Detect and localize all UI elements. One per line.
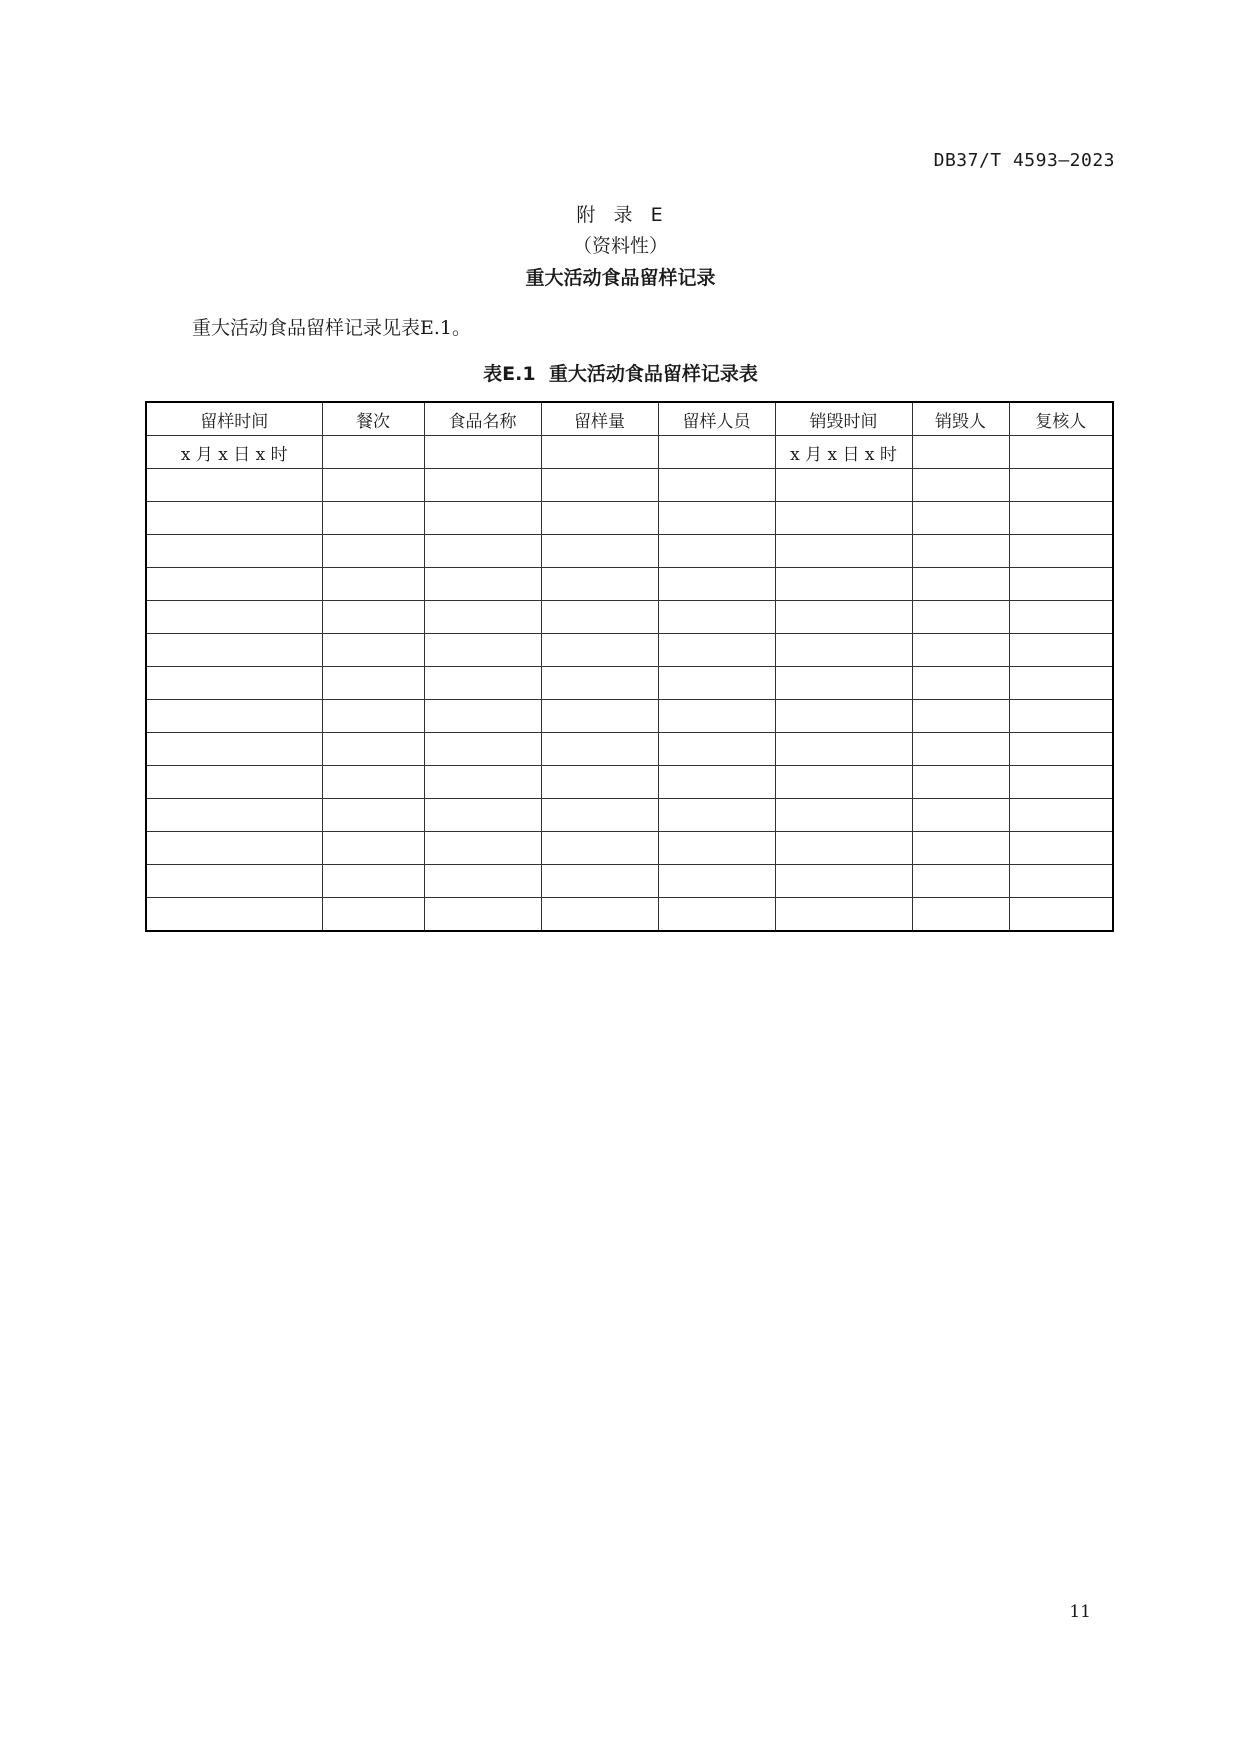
table-cell <box>775 469 912 502</box>
table-cell <box>658 469 775 502</box>
column-header: 食品名称 <box>424 402 541 436</box>
table-cell <box>322 535 424 568</box>
table-row <box>146 667 1113 700</box>
table-cell <box>146 502 322 535</box>
table-cell <box>146 667 322 700</box>
table-row <box>146 865 1113 898</box>
table-cell <box>146 733 322 766</box>
column-header: 复核人 <box>1009 402 1113 436</box>
table-cell <box>322 799 424 832</box>
table-cell: x 月 x 日 x 时 <box>775 436 912 469</box>
table-cell <box>322 601 424 634</box>
table-cell <box>1009 436 1113 469</box>
standard-code: DB37/T 4593—2023 <box>933 150 1115 171</box>
table-body <box>146 436 1113 932</box>
table-cell <box>541 469 658 502</box>
table-cell <box>775 733 912 766</box>
table-cell <box>424 502 541 535</box>
table-cell <box>424 667 541 700</box>
table-cell <box>322 898 424 932</box>
table-cell <box>424 766 541 799</box>
annex-type: （资料性） <box>572 235 668 257</box>
table-cell <box>146 766 322 799</box>
table-cell <box>146 634 322 667</box>
table-cell <box>541 568 658 601</box>
column-header: 留样人员 <box>658 402 775 436</box>
table-cell <box>912 865 1009 898</box>
table-cell <box>424 436 541 469</box>
table-cell <box>541 832 658 865</box>
table-cell <box>1009 832 1113 865</box>
table-cell <box>541 634 658 667</box>
table-cell <box>424 469 541 502</box>
table-cell <box>146 898 322 932</box>
table-cell <box>658 502 775 535</box>
column-header: 留样量 <box>541 402 658 436</box>
table-cell <box>1009 733 1113 766</box>
table-cell <box>541 865 658 898</box>
table-cell <box>658 766 775 799</box>
table-cell <box>912 502 1009 535</box>
table-cell <box>912 469 1009 502</box>
table-cell <box>658 700 775 733</box>
table-cell <box>541 667 658 700</box>
table-cell <box>1009 865 1113 898</box>
table-cell <box>424 898 541 932</box>
table-cell <box>541 601 658 634</box>
table-cell <box>322 733 424 766</box>
table-cell <box>658 568 775 601</box>
table-cell <box>424 535 541 568</box>
table-cell: x 月 x 日 x 时 <box>146 436 322 469</box>
table-row <box>146 799 1113 832</box>
table-cell <box>541 766 658 799</box>
table-cell <box>322 667 424 700</box>
table-cell <box>658 865 775 898</box>
annex-name: 重大活动食品留样记录 <box>525 267 716 289</box>
table-cell <box>541 535 658 568</box>
table-cell <box>322 832 424 865</box>
page-number: 11 <box>1069 1602 1091 1622</box>
table-row <box>146 634 1113 667</box>
table-cell <box>775 535 912 568</box>
table-row <box>146 535 1113 568</box>
table-cell <box>658 799 775 832</box>
table-cell <box>322 865 424 898</box>
table-cell <box>912 766 1009 799</box>
table-cell <box>146 700 322 733</box>
table-cell <box>424 865 541 898</box>
table-cell <box>322 700 424 733</box>
table-row <box>146 502 1113 535</box>
table-row <box>146 832 1113 865</box>
table-row <box>146 700 1113 733</box>
table-cell <box>424 799 541 832</box>
table-cell <box>912 898 1009 932</box>
table-cell <box>775 865 912 898</box>
table-cell <box>146 469 322 502</box>
table-cell <box>1009 766 1113 799</box>
table-row <box>146 436 1113 469</box>
column-header: 销毁时间 <box>775 402 912 436</box>
table-cell <box>1009 469 1113 502</box>
table-cell <box>146 865 322 898</box>
table-cell <box>146 601 322 634</box>
table-cell <box>541 502 658 535</box>
table-cell <box>775 568 912 601</box>
table-cell <box>658 733 775 766</box>
column-header: 留样时间 <box>146 402 322 436</box>
table-cell <box>1009 799 1113 832</box>
table-cell <box>775 700 912 733</box>
table-cell <box>912 667 1009 700</box>
table-cell <box>1009 568 1113 601</box>
table-cell <box>424 700 541 733</box>
annex-title: 附 录 E <box>576 204 665 226</box>
table-row <box>146 469 1113 502</box>
table-caption: 表E.1 重大活动食品留样记录表 <box>483 363 758 385</box>
table-cell <box>322 568 424 601</box>
table-cell <box>146 799 322 832</box>
table-cell <box>424 832 541 865</box>
table-cell <box>912 799 1009 832</box>
table-cell <box>322 766 424 799</box>
table-cell <box>541 898 658 932</box>
table-cell <box>658 436 775 469</box>
table-cell <box>912 535 1009 568</box>
table-cell <box>541 799 658 832</box>
body-paragraph: 重大活动食品留样记录见表E.1。 <box>192 317 471 339</box>
table-cell <box>658 667 775 700</box>
table-cell <box>1009 634 1113 667</box>
table-cell <box>1009 601 1113 634</box>
table-cell <box>1009 898 1113 932</box>
table-cell <box>912 634 1009 667</box>
column-header: 餐次 <box>322 402 424 436</box>
table-cell <box>1009 535 1113 568</box>
table-cell <box>775 832 912 865</box>
table-cell <box>775 799 912 832</box>
table-cell <box>424 634 541 667</box>
table-cell <box>912 733 1009 766</box>
table-row <box>146 898 1113 932</box>
table-row <box>146 568 1113 601</box>
table-cell <box>1009 667 1113 700</box>
table-cell <box>912 832 1009 865</box>
table-cell <box>322 634 424 667</box>
table-cell <box>541 436 658 469</box>
table-cell <box>912 700 1009 733</box>
table-cell <box>775 601 912 634</box>
table-cell <box>424 733 541 766</box>
table-cell <box>424 568 541 601</box>
table-cell <box>541 700 658 733</box>
table-cell <box>658 898 775 932</box>
table-row <box>146 766 1113 799</box>
sample-record-table <box>145 401 1114 932</box>
table-cell <box>322 469 424 502</box>
table-cell <box>146 568 322 601</box>
table-cell <box>658 601 775 634</box>
table-cell <box>912 601 1009 634</box>
table-cell <box>1009 502 1113 535</box>
table-cell <box>658 535 775 568</box>
table-cell <box>912 436 1009 469</box>
table-row <box>146 733 1113 766</box>
table-cell <box>146 535 322 568</box>
table-cell <box>146 832 322 865</box>
table-cell <box>775 898 912 932</box>
table-cell <box>658 832 775 865</box>
table-cell <box>775 667 912 700</box>
table-cell <box>658 634 775 667</box>
table-cell <box>322 436 424 469</box>
table-cell <box>541 733 658 766</box>
table-row <box>146 601 1113 634</box>
table-cell <box>775 766 912 799</box>
table-cell <box>322 502 424 535</box>
table-cell <box>775 634 912 667</box>
table-cell <box>775 502 912 535</box>
table-header-row <box>146 402 1113 436</box>
column-header: 销毁人 <box>912 402 1009 436</box>
table-cell <box>424 601 541 634</box>
table-cell <box>1009 700 1113 733</box>
table-cell <box>912 568 1009 601</box>
